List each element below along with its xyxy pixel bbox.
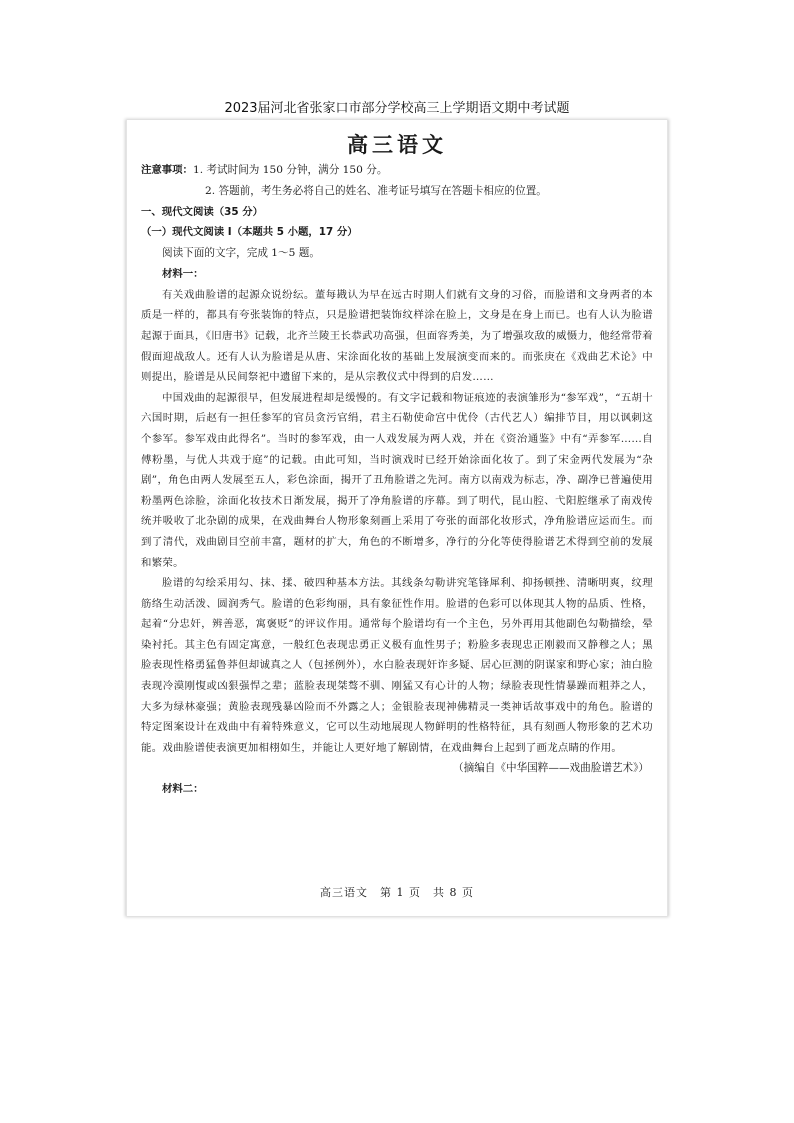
notice-label: 注意事项： [141,164,193,176]
section-heading: 一、现代文阅读（35 分） [141,205,263,218]
paragraph-3: 脸谱的勾绘采用勾、抹、揉、破四种基本方法。其线条勾勒讲究笔锋犀利、抑扬顿挫、清晰明爽，纹理筋络生动活泼、圆润秀气。脸谱的色彩绚丽，具有象征性作用。脸谱的色彩可以体现其人物的品质、性格，起着“分忠奸，辨善恶，寓褒贬”的评议作用。通常每个脸谱均有一个主色，另外再用其他副色勾勒描绘，晕染衬托。其主色有固定寓意，一般红色表现忠勇正义极有血性男子；粉脸多表现忠正刚毅而又静穆之人；黑脸表现性格勇猛鲁莽但却诚真之人（包拯例外），水白脸表现奸诈多疑、居心叵测的阴谋家和野心家；油白脸表现冷漠刚愎或凶狠强悍之辈；蓝脸表现桀骜不驯、刚猛又有心计的人物；绿脸表现性情暴躁而粗莽之人，大多为绿林豪强；黄脸表现残暴凶险而不外露之人；金银脸表现神佛精灵一类神话故事戏中的角色。脸谱的特定图案设计在戏曲中有着特殊意义，它可以生动地展现人物鲜明的性格特征，具有刻画人物形象的艺术功能。戏曲脸谱使表演更加相栩如生，并能让人更好地了解剧情，在戏曲舞台上起到了画龙点睛的作用。 [141,577,653,754]
notice-item-2: 2. 答题前，考生务必将自己的姓名、准考证号填写在答题卡相应的位置。 [205,184,547,197]
subsection-heading: （一）现代文阅读 Ⅰ（本题共 5 小题，17 分） [141,226,358,239]
source-citation: （摘编自《中华国粹——戏曲脸谱艺术》） [453,762,649,775]
reading-instruction: 阅读下面的文字，完成 1～5 题。 [162,247,320,260]
page-footer: 高三语文 第 1 页 共 8 页 [320,886,474,899]
notice-line-1 [141,160,653,181]
exam-page [126,120,668,916]
paragraph-2: 中国戏曲的起源很早，但发展进程却是缓慢的。有文字记载和物证痕迹的表演雏形为“参军戏”，“五胡十六国时期，后赵有一担任参军的官员贪污官绢，君主石勒使命宫中优伶（古代艺人）编排节目，用以讽刺这个参军。参军戏由此得名”。当时的参军戏，由一人戏发展为两人戏，并在《资治通鉴》中有“弄参军……自傅粉墨，与优人共戏于庭”的记载。由此可知，当时演戏时已经开始涂面化妆了。到了宋金两代发展为“杂剧”，角色由两人发展至五人，彩色涂面，揭开了丑角脸谱之先河。南方以南戏为标志，净、副净已普遍使用粉墨两色涂脸，涂面化妆技术日渐发展，揭开了净角脸谱的序幕。到了明代，昆山腔、弋阳腔继承了南戏传统并吸收了北杂剧的成果，在戏曲舞台人物形象刻画上采用了夸张的面部化妆形式，净角脸谱应运而生。而到了清代，戏曲剧目空前丰富，题材的扩大，角色的不断增多，净行的分化等使得脸谱艺术得到空前的发展和繁荣。 [141,391,653,569]
exam-content [141,120,653,800]
document-title: 2023届河北省张家口市部分学校高三上学期语文期中考试题 [224,101,570,116]
material-1-body [141,285,653,759]
paragraph-1: 有关戏曲脸谱的起源众说纷纭。董每戡认为早在远古时期人们就有文身的习俗，而脸谱和文身两者的本质是一样的，都具有夸张装饰的特点，只是脸谱把装饰纹样涂在脸上，文身是在身上而已。也有人认为脸谱起源于面具，《旧唐书》记载，北齐兰陵王长恭武功高强，但面容秀美，为了增强攻敌的威慑力，他经常带着假面迎战敌人。还有人认为脸谱是从唐、宋涂面化妆的基础上发展演变而来的。而张庚在《戏曲艺术论》中则提出，脸谱是从民间祭祀中遗留下来的，是从宗教仪式中得到的启发…… [141,288,653,384]
material-2-label: 材料二： [162,783,204,796]
exam-title: 高三语文 [347,133,447,157]
material-1-label: 材料一： [162,267,204,280]
notice-item-1: 1. 考试时间为 150 分钟，满分 150 分。 [192,164,388,176]
